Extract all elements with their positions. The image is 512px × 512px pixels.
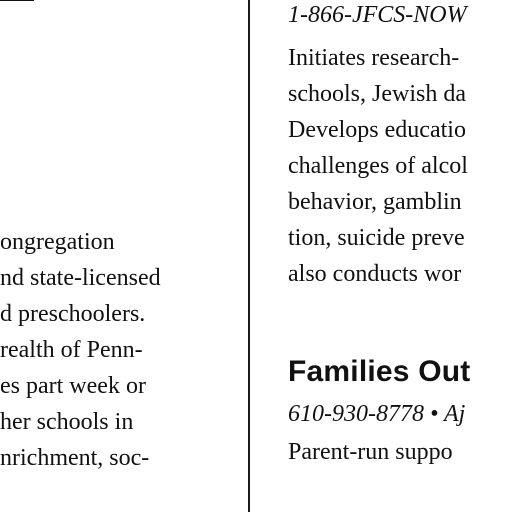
text-line: tion, suicide preve [288,225,465,251]
text-line: nrichment, soc- [0,445,150,471]
section-heading: Families Out [288,355,471,388]
text-line: Parent-run suppo [288,439,453,465]
left-column-text [0,224,161,476]
column-divider [248,0,250,512]
text-line: also conducts wor [288,261,462,287]
text-line: nd state-licensed [0,265,161,291]
phone-number: 610-930-8778 • Aj [288,401,466,427]
text-line: Initiates research- [288,45,460,71]
entry-description [288,40,468,292]
text-line: realth of Penn- [0,337,143,363]
text-line: ongregation [0,229,115,255]
text-line: challenges of alcol [288,153,468,179]
text-line: es part week or [0,373,146,399]
entry-description [288,434,453,470]
text-line: schools, Jewish da [288,81,466,107]
text-line: her schools in [0,409,134,435]
phone-number: 1-866-JFCS-NOW [288,2,467,28]
right-column [270,0,512,512]
left-column [0,0,246,512]
cropped-text-fragment [0,0,22,6]
text-line: Develops educatio [288,117,466,143]
text-line: behavior, gamblin [288,189,462,215]
text-line: d preschoolers. [0,301,146,327]
